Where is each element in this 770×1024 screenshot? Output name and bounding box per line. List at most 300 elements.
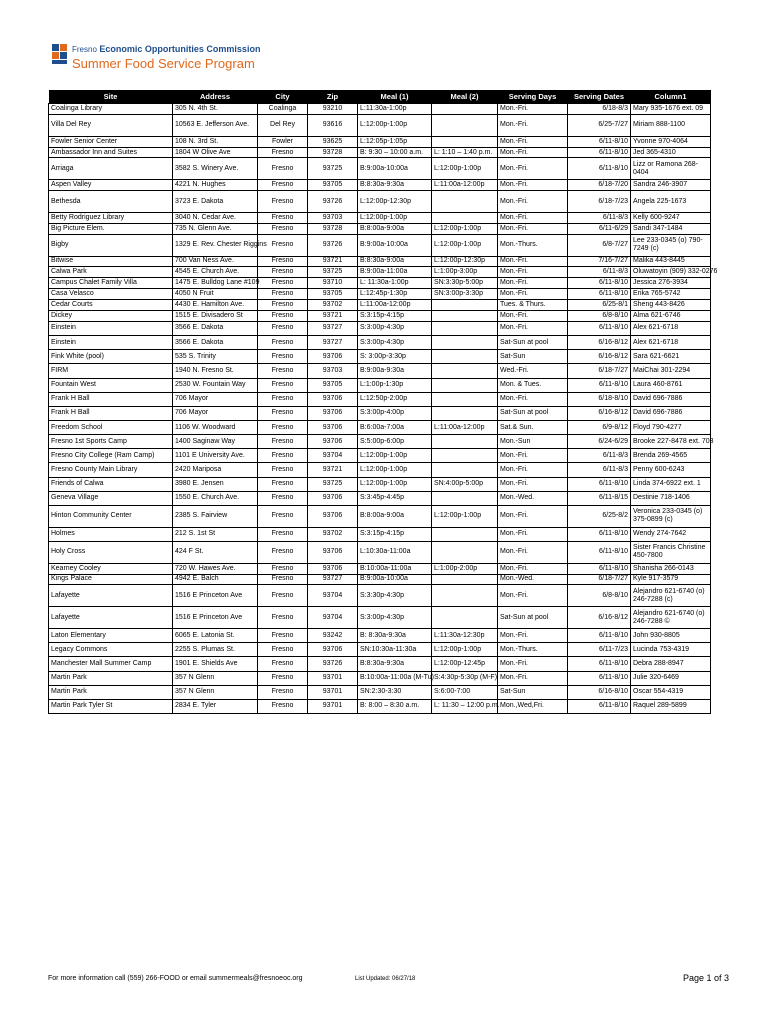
table-cell: 1804 W Olive Ave	[173, 147, 258, 158]
table-cell: Coalinga	[258, 104, 308, 115]
table-cell: B:10:00a-11:00a	[358, 563, 432, 574]
table-cell: Fresno	[258, 212, 308, 223]
table-cell: Mon.-Fri.	[498, 321, 568, 335]
table-cell: SN:2:30-3:30	[358, 685, 432, 699]
table-cell: Mon.-Fri.	[498, 289, 568, 300]
table-cell: Laura 460-8761	[631, 378, 711, 392]
table-cell: S:6:00-7:00	[432, 685, 498, 699]
table-cell: 6/11-8/10	[568, 699, 631, 713]
table-cell: Mon.-Thurs.	[498, 234, 568, 256]
table-cell: Veronica 233-0345 (o) 375-0899 (c)	[631, 505, 711, 527]
table-cell: 1475 E. Bulldog Lane #109	[173, 278, 258, 289]
table-cell: 424 F St.	[173, 541, 258, 563]
table-row	[49, 699, 711, 713]
table-cell: Alex 621-6718	[631, 336, 711, 350]
table-cell: 6/18-7/27	[568, 364, 631, 378]
table-cell: Mon.-Fri.	[498, 505, 568, 527]
footer-updated: List Updated: 06/27/18	[355, 976, 416, 982]
table-cell: 93706	[308, 406, 358, 420]
table-cell: 93703	[308, 364, 358, 378]
table-row	[49, 300, 711, 311]
table-cell: 357 N Glenn	[173, 685, 258, 699]
table-cell: L: 11:30 – 12:00 p.m.	[432, 699, 498, 713]
table-row	[49, 685, 711, 699]
table-cell: Fresno	[258, 607, 308, 629]
table-cell: Mon.-Fri.	[498, 310, 568, 321]
table-cell: 4430 E. Hamilton Ave.	[173, 300, 258, 311]
table-cell: Dickey	[49, 310, 173, 321]
table-row	[49, 541, 711, 563]
table-cell: 6/11-8/3	[568, 267, 631, 278]
table-row	[49, 114, 711, 136]
table-cell: Tues. & Thurs.	[498, 300, 568, 311]
table-cell: 93725	[308, 267, 358, 278]
table-cell: Fresno	[258, 420, 308, 434]
table-cell: Fresno	[258, 671, 308, 685]
table-cell: Alex 621-6718	[631, 321, 711, 335]
table-cell: Cedar Courts	[49, 300, 173, 311]
table-cell	[432, 104, 498, 115]
table-cell: B: 8:00 – 8:30 a.m.	[358, 699, 432, 713]
table-cell: Fresno	[258, 491, 308, 505]
table-cell: Fresno	[258, 223, 308, 234]
table-row	[49, 671, 711, 685]
table-cell: FIRM	[49, 364, 173, 378]
table-row	[49, 104, 711, 115]
table-cell: 7/16-7/27	[568, 256, 631, 267]
table-cell	[432, 310, 498, 321]
table-cell: 93701	[308, 685, 358, 699]
table-cell: 6/18-7/27	[568, 574, 631, 585]
table-cell	[432, 350, 498, 364]
table-cell: Mon.-Sun	[498, 435, 568, 449]
table-cell: L:12:00p-1:00p	[358, 477, 432, 491]
table-cell: SN:10:30a-11:30a	[358, 643, 432, 657]
table-cell: Fresno	[258, 147, 308, 158]
table-cell	[432, 336, 498, 350]
table-cell: Fresno	[258, 463, 308, 477]
column-header: Site	[49, 90, 173, 104]
table-row	[49, 477, 711, 491]
table-cell: 93706	[308, 435, 358, 449]
table-cell: 6/11-8/10	[568, 136, 631, 147]
table-cell: Arriaga	[49, 158, 173, 180]
table-cell: 6/11-8/3	[568, 463, 631, 477]
table-cell: L:12:00p-1:00p	[432, 223, 498, 234]
table-cell: 93705	[308, 289, 358, 300]
table-cell: 6/11-8/10	[568, 657, 631, 671]
table-cell: 3582 S. Winery Ave.	[173, 158, 258, 180]
table-cell: 720 W. Hawes Ave.	[173, 563, 258, 574]
table-cell: 2834 E. Tyler	[173, 699, 258, 713]
table-cell: Alejandro 621-6740 (o) 246-7288 (c)	[631, 585, 711, 607]
org-name	[72, 44, 260, 54]
table-cell: 93210	[308, 104, 358, 115]
table-cell: Mon.-Fri.	[498, 212, 568, 223]
table-cell: Del Rey	[258, 114, 308, 136]
table-row	[49, 449, 711, 463]
table-cell: Frank H Ball	[49, 406, 173, 420]
table-cell: Fresno	[258, 191, 308, 213]
table-cell: 6/18-8/3	[568, 104, 631, 115]
table-cell: Coalinga Library	[49, 104, 173, 115]
table-cell: 6/18-7/23	[568, 191, 631, 213]
table-cell: 93721	[308, 310, 358, 321]
table-cell: 93726	[308, 657, 358, 671]
table-cell: S:3:00p-4:30p	[358, 336, 432, 350]
table-cell: Fresno	[258, 289, 308, 300]
table-cell	[432, 449, 498, 463]
table-cell: Linda 374-6922 ext. 1	[631, 477, 711, 491]
table-cell: Lucinda 753-4319	[631, 643, 711, 657]
table-cell: Bethesda	[49, 191, 173, 213]
table-cell: 93706	[308, 491, 358, 505]
table-cell: B: 9:30 – 10:00 a.m.	[358, 147, 432, 158]
table-cell: Mon.-Fri.	[498, 541, 568, 563]
table-cell: Sat.& Sun.	[498, 420, 568, 434]
table-cell: 93727	[308, 574, 358, 585]
table-cell: Sheng 443-8426	[631, 300, 711, 311]
table-cell: Sister Francis Christine 450-7800	[631, 541, 711, 563]
table-cell: Big Picture Elem.	[49, 223, 173, 234]
table-cell: Freedom School	[49, 420, 173, 434]
table-cell: Einstein	[49, 336, 173, 350]
table-cell: 93706	[308, 563, 358, 574]
table-cell: 93721	[308, 463, 358, 477]
table-cell: SN:3:30p-5:00p	[432, 278, 498, 289]
table-cell: 93710	[308, 278, 358, 289]
table-cell: 3040 N. Cedar Ave.	[173, 212, 258, 223]
table-cell: L:11:00a-12:00p	[432, 420, 498, 434]
table-cell: 6/18-7/20	[568, 180, 631, 191]
table-cell: 1516 E Princeton Ave	[173, 607, 258, 629]
table-cell: 357 N Glenn	[173, 671, 258, 685]
table-cell: 4545 E. Church Ave.	[173, 267, 258, 278]
column-header: Meal (1)	[358, 90, 432, 104]
table-cell: Mon.-Fri.	[498, 463, 568, 477]
table-cell: 93726	[308, 234, 358, 256]
table-cell	[432, 463, 498, 477]
table-cell: 706 Mayor	[173, 392, 258, 406]
table-cell	[432, 406, 498, 420]
table-cell: Miriam 888-1100	[631, 114, 711, 136]
table-cell: Fresno	[258, 392, 308, 406]
table-cell	[432, 136, 498, 147]
table-cell	[432, 114, 498, 136]
table-cell: L:12:05p-1:05p	[358, 136, 432, 147]
table-cell: Mon.-Fri.	[498, 180, 568, 191]
table-cell: 93704	[308, 449, 358, 463]
table-cell: Betty Rodriguez Library	[49, 212, 173, 223]
table-cell: Fresno 1st Sports Camp	[49, 435, 173, 449]
table-cell: Mon.-Thurs.	[498, 643, 568, 657]
table-cell: 1901 E. Shields Ave	[173, 657, 258, 671]
table-cell: Ambassador Inn and Suites	[49, 147, 173, 158]
table-cell: 6/8-8/10	[568, 310, 631, 321]
table-cell: S:3:00p-4:30p	[358, 607, 432, 629]
table-row	[49, 435, 711, 449]
table-cell: Fresno	[258, 449, 308, 463]
table-cell: 93725	[308, 158, 358, 180]
table-cell: Erika 765-5742	[631, 289, 711, 300]
table-cell	[432, 364, 498, 378]
table-cell: Holy Cross	[49, 541, 173, 563]
table-cell: 1329 E. Rev. Chester Riggins	[173, 234, 258, 256]
table-cell: Holmes	[49, 527, 173, 541]
table-row	[49, 350, 711, 364]
table-cell: Fresno	[258, 300, 308, 311]
table-cell: Fink White (pool)	[49, 350, 173, 364]
table-cell: Fresno	[258, 364, 308, 378]
table-cell: B:9:00a-10:00a	[358, 234, 432, 256]
table-cell: Fresno	[258, 435, 308, 449]
table-cell	[432, 541, 498, 563]
table-cell: Mon.-Fri.	[498, 477, 568, 491]
table-cell: 93706	[308, 643, 358, 657]
table-cell	[432, 300, 498, 311]
table-cell: L:11:30a-12:30p	[432, 629, 498, 643]
table-cell: Mon.-Fri.	[498, 278, 568, 289]
table-cell: 4942 E. Balch	[173, 574, 258, 585]
table-cell: Mon.-Wed.	[498, 491, 568, 505]
table-cell: Legacy Commons	[49, 643, 173, 657]
table-row	[49, 491, 711, 505]
table-cell: 93728	[308, 223, 358, 234]
table-cell: 6/11-6/29	[568, 223, 631, 234]
table-row	[49, 267, 711, 278]
table-cell: B:9:00a-10:00a	[358, 158, 432, 180]
table-cell: Alejandro 621-6740 (o) 246-7288 ©	[631, 607, 711, 629]
table-row	[49, 629, 711, 643]
table-cell: 93727	[308, 336, 358, 350]
table-cell: Mon.-Fri.	[498, 147, 568, 158]
table-cell: 93702	[308, 300, 358, 311]
table-cell: Fresno	[258, 378, 308, 392]
table-cell: Martin Park Tyler St	[49, 699, 173, 713]
table-row	[49, 223, 711, 234]
table-cell: 93616	[308, 114, 358, 136]
table-cell: Mon.-Fri.	[498, 585, 568, 607]
table-cell: Mon.-Fri.	[498, 267, 568, 278]
table-cell: 6/11-8/10	[568, 477, 631, 491]
table-cell: S:3:45p-4:45p	[358, 491, 432, 505]
column-header: Serving Dates	[568, 90, 631, 104]
table-row	[49, 657, 711, 671]
table-cell: Mon.-Fri.	[498, 191, 568, 213]
table-cell: David 696-7886	[631, 406, 711, 420]
table-cell: 6/25-7/27	[568, 114, 631, 136]
table-cell: Aspen Valley	[49, 180, 173, 191]
table-cell: 93704	[308, 607, 358, 629]
table-row	[49, 643, 711, 657]
table-cell	[432, 607, 498, 629]
table-cell: Penny 600-6243	[631, 463, 711, 477]
table-cell: Debra 288-8947	[631, 657, 711, 671]
table-cell: L:12:00p-1:00p	[432, 643, 498, 657]
table-cell	[432, 321, 498, 335]
table-cell: Brenda 269-4565	[631, 449, 711, 463]
table-cell: 2530 W. Fountain Way	[173, 378, 258, 392]
table-cell	[432, 435, 498, 449]
org-title: Economic Opportunities Commission	[99, 44, 261, 54]
table-cell: Fresno	[258, 643, 308, 657]
table-cell	[432, 378, 498, 392]
table-row	[49, 392, 711, 406]
table-cell	[432, 585, 498, 607]
table-cell: Sara 621-6621	[631, 350, 711, 364]
table-cell: 212 S. 1st St	[173, 527, 258, 541]
table-cell: S:3:15p-4:15p	[358, 527, 432, 541]
table-cell: 6/11-8/15	[568, 491, 631, 505]
table-cell: Mon.-Fri.	[498, 657, 568, 671]
table-cell: 4050 N Fruit	[173, 289, 258, 300]
table-cell: Mon.-Fri.	[498, 563, 568, 574]
table-row	[49, 191, 711, 213]
table-cell: Fresno	[258, 158, 308, 180]
table-cell: Lafayette	[49, 585, 173, 607]
table-cell: Sandi 347-1484	[631, 223, 711, 234]
program-title: Summer Food Service Program	[72, 56, 255, 71]
table-row	[49, 336, 711, 350]
table-row	[49, 585, 711, 607]
table-row	[49, 147, 711, 158]
table-cell: Kings Palace	[49, 574, 173, 585]
table-row	[49, 278, 711, 289]
table-cell: Manchester Mall Summer Camp	[49, 657, 173, 671]
table-cell	[432, 491, 498, 505]
table-cell: 6/16-8/10	[568, 685, 631, 699]
table-cell: Destinie 718-1406	[631, 491, 711, 505]
table-cell: 93706	[308, 420, 358, 434]
table-cell: B:9:00a-10:00a	[358, 574, 432, 585]
table-cell: L:12:00p-1:00p	[358, 463, 432, 477]
table-cell: Fresno	[258, 180, 308, 191]
table-cell: Brooke 227-8478 ext. 703	[631, 435, 711, 449]
table-cell: Villa Del Rey	[49, 114, 173, 136]
table-cell: S:3:15p-4:15p	[358, 310, 432, 321]
table-cell: Angela 225-1673	[631, 191, 711, 213]
table-cell: 6/11-8/10	[568, 278, 631, 289]
table-cell: 93625	[308, 136, 358, 147]
table-cell: Mon.-Wed.	[498, 574, 568, 585]
table-cell: S: 3:00p-3:30p	[358, 350, 432, 364]
table-cell: 1400 Saginaw Way	[173, 435, 258, 449]
table-row	[49, 406, 711, 420]
table-cell: 93721	[308, 256, 358, 267]
table-cell: Fresno	[258, 310, 308, 321]
table-cell: Fresno	[258, 657, 308, 671]
table-cell	[432, 212, 498, 223]
table-cell: L:11:00a-12:00p	[358, 300, 432, 311]
table-cell: 93701	[308, 699, 358, 713]
table-cell: 93242	[308, 629, 358, 643]
table-cell	[432, 392, 498, 406]
table-row	[49, 180, 711, 191]
table-cell: Casa Velasco	[49, 289, 173, 300]
table-cell: Fresno	[258, 234, 308, 256]
table-cell: 6/18-8/10	[568, 392, 631, 406]
table-cell: 535 S. Trinity	[173, 350, 258, 364]
table-cell: Fresno	[258, 256, 308, 267]
column-header: City	[258, 90, 308, 104]
table-cell: Frank H Ball	[49, 392, 173, 406]
table-body	[49, 104, 718, 714]
table-cell	[432, 574, 498, 585]
table-cell: 3566 E. Dakota	[173, 321, 258, 335]
table-cell: Fresno	[258, 350, 308, 364]
table-cell: David 696-7886	[631, 392, 711, 406]
table-cell: Fresno County Main Library	[49, 463, 173, 477]
table-cell: Mon.-Fri.	[498, 392, 568, 406]
table-cell: 6/11-8/10	[568, 527, 631, 541]
table-cell: Fresno	[258, 278, 308, 289]
table-cell: 10563 E. Jefferson Ave.	[173, 114, 258, 136]
table-cell: Fresno	[258, 585, 308, 607]
table-cell: L:12:00p-12:30p	[432, 256, 498, 267]
table-cell: L:12:45p-1:30p	[358, 289, 432, 300]
table-row	[49, 505, 711, 527]
table-cell: 93706	[308, 350, 358, 364]
table-cell: Bitwise	[49, 256, 173, 267]
table-cell: 706 Mayor	[173, 406, 258, 420]
table-cell: Oscar 554-4319	[631, 685, 711, 699]
table-cell: SN:3:00p-3:30p	[432, 289, 498, 300]
table-cell: 2385 S. Fairview	[173, 505, 258, 527]
table-cell: 2420 Mariposa	[173, 463, 258, 477]
table-cell: Alma 621-6746	[631, 310, 711, 321]
table-cell: Fresno	[258, 541, 308, 563]
table-cell: Fresno	[258, 267, 308, 278]
page-number: Page 1 of 3	[683, 973, 730, 983]
table-cell: 6/25-8/2	[568, 505, 631, 527]
table-cell: 93725	[308, 477, 358, 491]
table-cell: SN:4:00p-5:00p	[432, 477, 498, 491]
table-cell: 3566 E. Dakota	[173, 336, 258, 350]
table-cell: S:5:00p-6:00p	[358, 435, 432, 449]
table-cell: Fresno	[258, 563, 308, 574]
table-cell: Mon.-Fri.	[498, 629, 568, 643]
table-cell: Mon.-Fri.	[498, 223, 568, 234]
table-cell: MaiChai 301-2294	[631, 364, 711, 378]
table-row	[49, 158, 711, 180]
table-cell: 6/16-8/12	[568, 607, 631, 629]
table-cell: Fowler Senior Center	[49, 136, 173, 147]
table-cell: 93705	[308, 180, 358, 191]
table-cell: 6/16-8/12	[568, 350, 631, 364]
table-cell: L:1:00p-2:00p	[432, 563, 498, 574]
table-cell: Martin Park	[49, 685, 173, 699]
table-cell: Campus Chalet Family Villa	[49, 278, 173, 289]
table-cell: Friends of Calwa	[49, 477, 173, 491]
column-header: Column1	[631, 90, 711, 104]
table-cell: B:8:30a-9:30a	[358, 180, 432, 191]
table-cell: Fountain West	[49, 378, 173, 392]
table-cell: S:3:00p-4:30p	[358, 321, 432, 335]
table-cell: L: 11:30a-1:00p	[358, 278, 432, 289]
table-cell: L:12:00p-1:00p	[432, 505, 498, 527]
table-cell: 700 Van Ness Ave.	[173, 256, 258, 267]
footer-contact: For more information call (559) 266-FOOD or email summermeals@fresnoeoc.org	[48, 975, 303, 982]
table-cell: Jessica 276-3934	[631, 278, 711, 289]
table-cell: Sandra 246-3907	[631, 180, 711, 191]
table-cell: Bigby	[49, 234, 173, 256]
table-cell: Kearney Cooley	[49, 563, 173, 574]
table-cell: 6/11-8/3	[568, 449, 631, 463]
table-cell: Lizz or Ramona 268-0404	[631, 158, 711, 180]
table-cell: Fresno City College (Ram Camp)	[49, 449, 173, 463]
table-cell: 3723 E. Dakota	[173, 191, 258, 213]
table-cell: Mon.,Wed,Fri.	[498, 699, 568, 713]
